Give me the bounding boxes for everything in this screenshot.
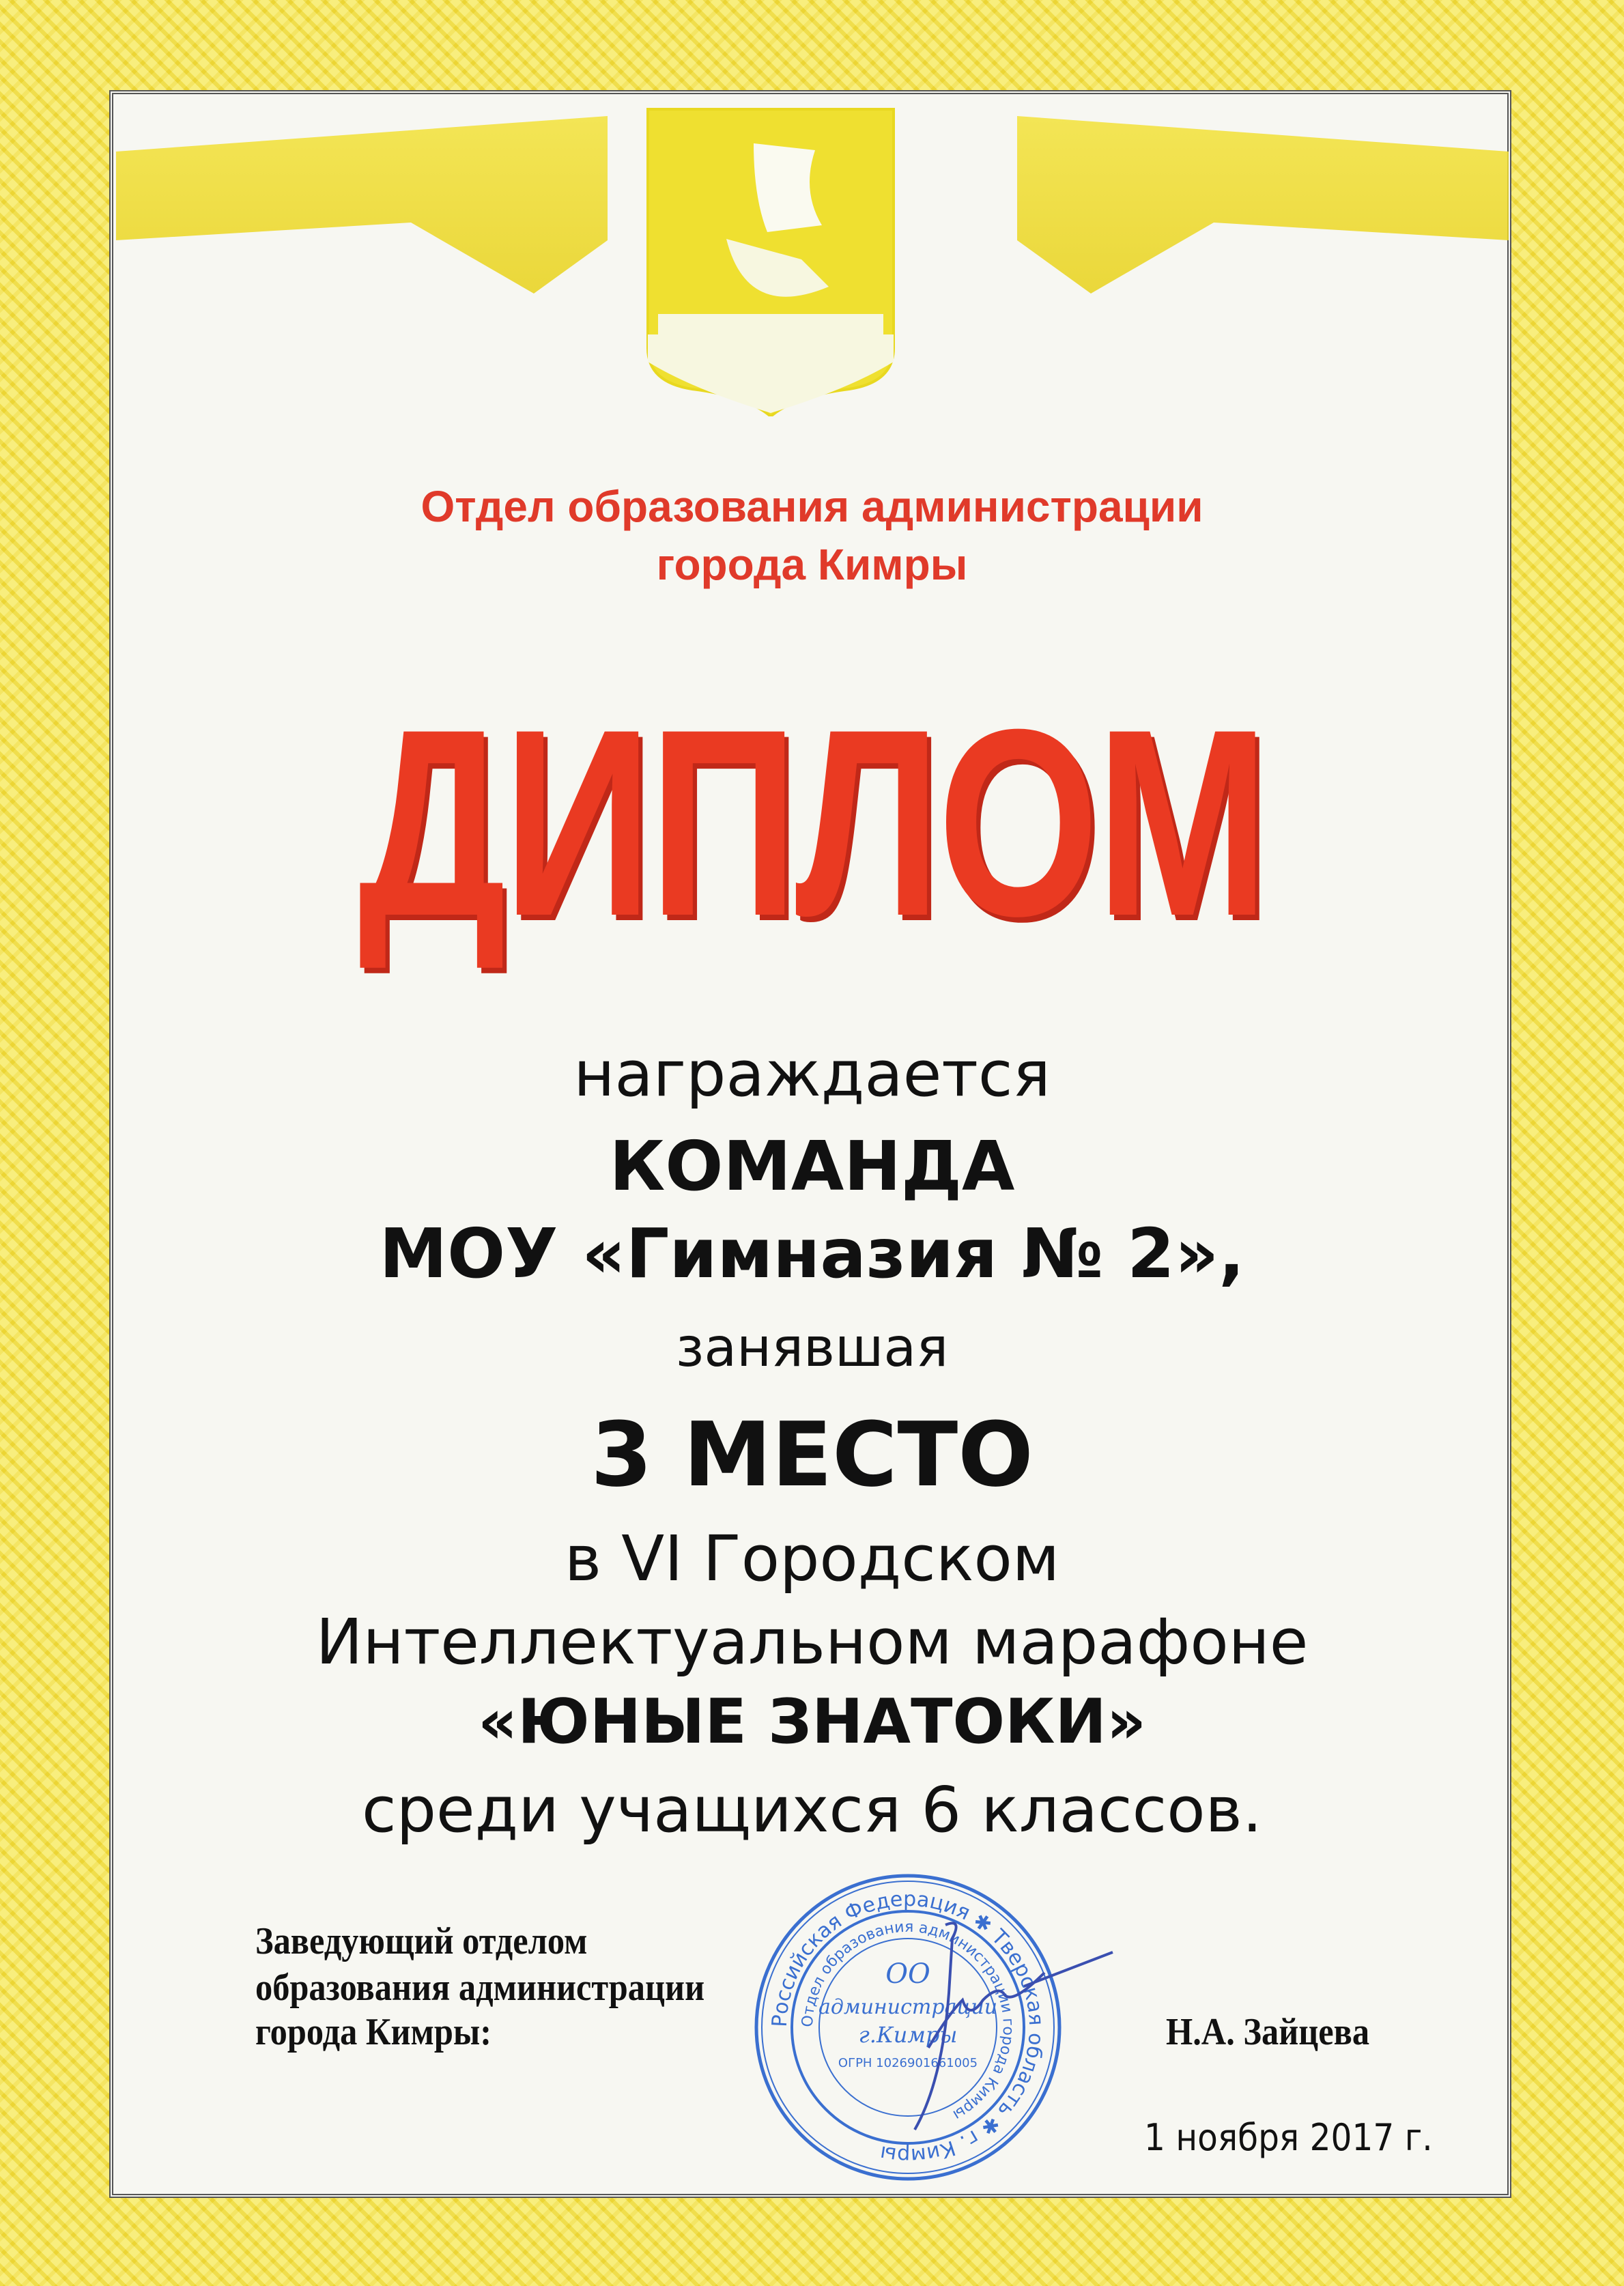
- event-name: «ЮНЫЕ ЗНАТОКИ»: [477, 1686, 1146, 1758]
- event-line2: Интеллектуальном марафоне: [315, 1605, 1309, 1678]
- stamp-inner-text: Отдел образования администрации города Кимры: [799, 1918, 1017, 2124]
- signatory-position-line1: Заведующий отделом: [255, 1920, 588, 1962]
- stamp-center2: администрации: [818, 1995, 998, 2019]
- signatory-position-line2: образования администрации: [255, 1967, 705, 2009]
- school-name: МОУ «Гимназия № 2»,: [379, 1214, 1245, 1294]
- signatory-name: Н.А. Зайцева: [1166, 2011, 1370, 2053]
- took-text: занявшая: [675, 1317, 949, 1379]
- awarded-text: награждается: [573, 1038, 1051, 1111]
- stamp-ogrn: ОГРН 1026901661005: [838, 2056, 978, 2070]
- organization-line1: Отдел образования администрации: [421, 482, 1203, 531]
- place-text: 3 МЕСТО: [590, 1403, 1034, 1506]
- signatory-position-line3: города Кимры:: [255, 2011, 492, 2053]
- team-text: КОМАНДА: [609, 1126, 1015, 1206]
- stamp-outer-text: Российская Федерация ✱ Тверская область ✱ г. Кимры: [767, 1887, 1049, 2168]
- stamp-center1: ОО: [885, 1958, 930, 1990]
- coat-of-arms-emblem: [644, 102, 897, 416]
- diploma-title: ДИПЛОМ: [358, 674, 1266, 971]
- event-line1: в VI Городском: [564, 1522, 1060, 1595]
- handwritten-signature: [887, 1911, 1133, 2137]
- stamp-center3: г.Кимры: [858, 2022, 958, 2048]
- issue-date: 1 ноября 2017 г.: [1144, 2116, 1433, 2159]
- organization-line2: города Кимры: [656, 540, 968, 589]
- audience-text: среди учащихся 6 классов.: [362, 1773, 1262, 1846]
